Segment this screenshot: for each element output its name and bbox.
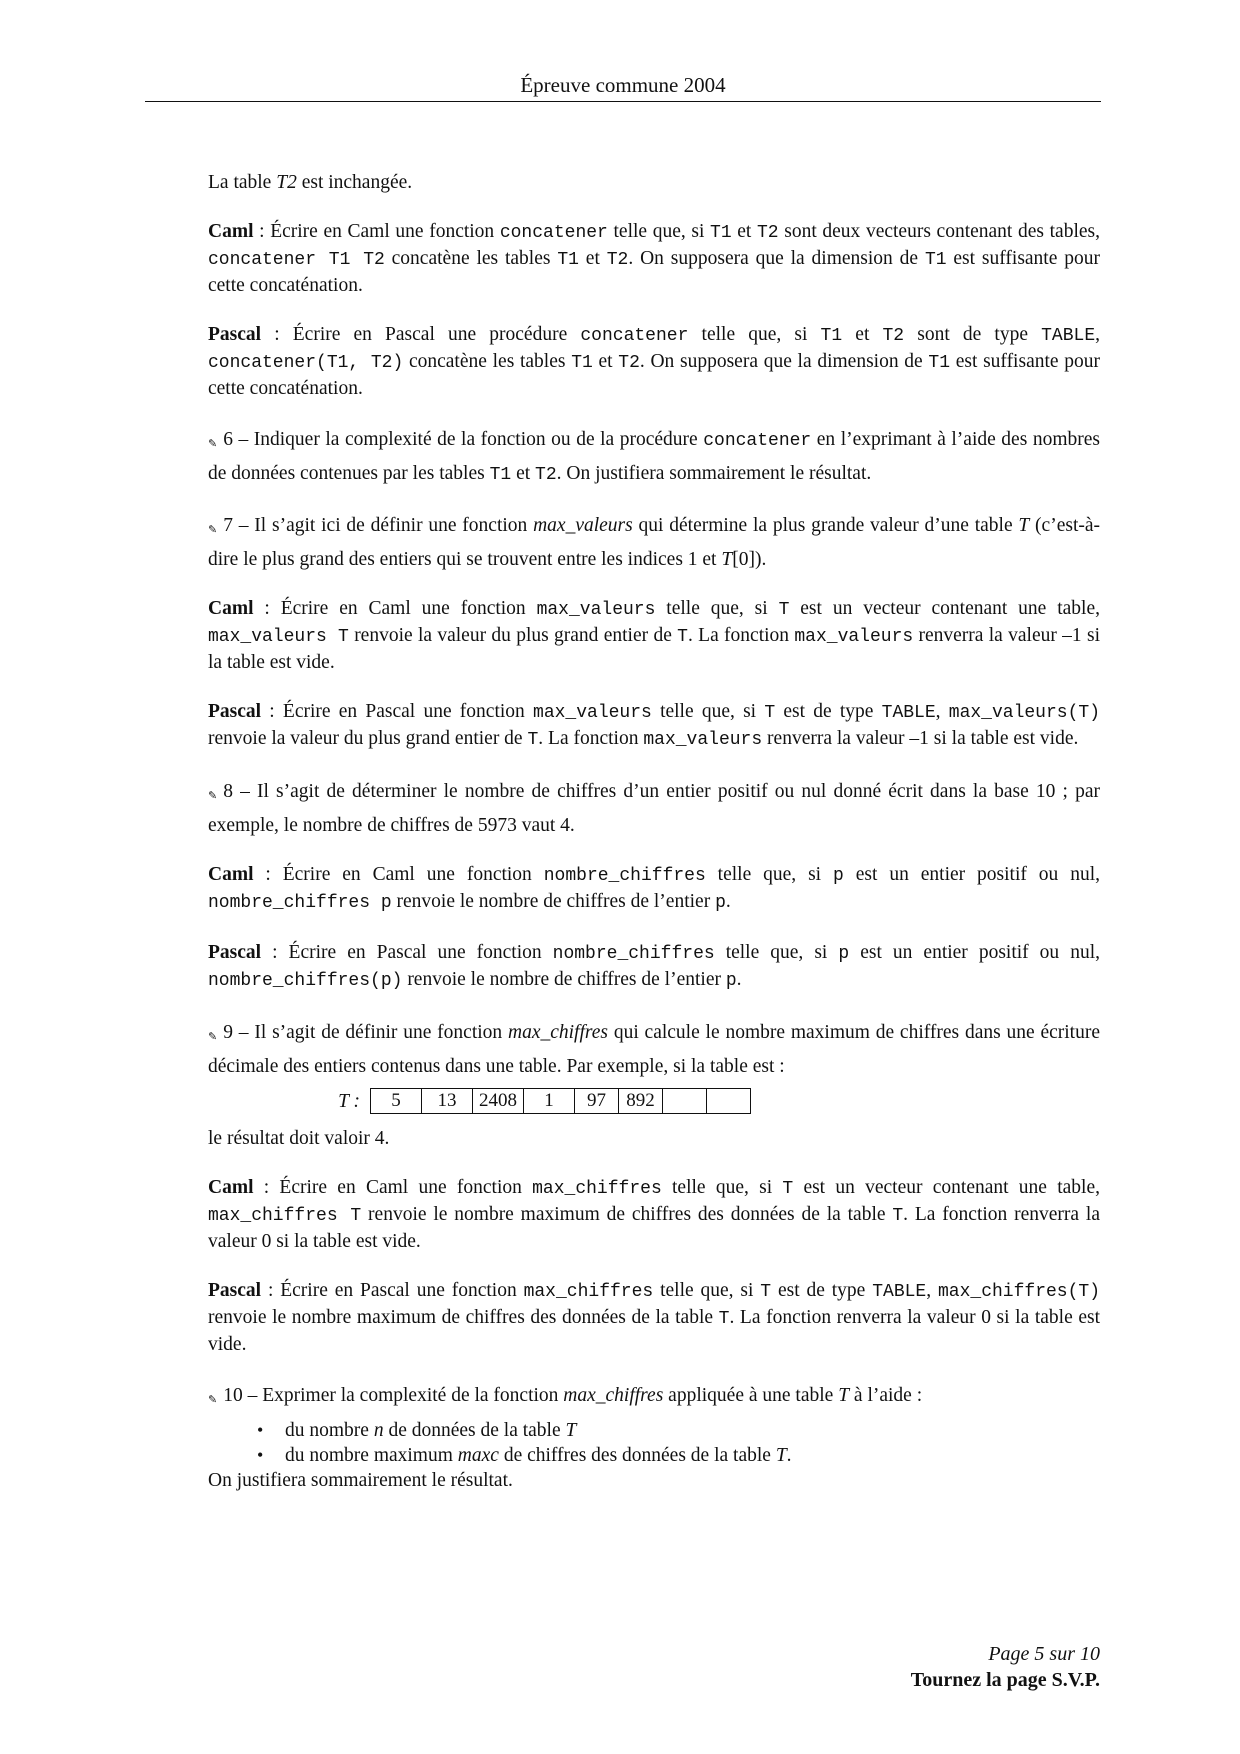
turn-page-notice: Tournez la page S.V.P. [910,1669,1100,1691]
table-cell: 13 [422,1089,473,1113]
question-10: ✎ 10 – Exprimer la complexité de la fonction max_chiffres appliquée à une table T à l’aide : [208,1385,923,1406]
question-8: ✎ 8 – Il s’agit de déterminer le nombre de chiffres d’un entier positif ou nul donné écrit dans la base 10 ; par exemple, le nombre de chiffres de 5973 vaut 4. [208,781,1100,836]
table-cell: 97 [575,1089,619,1113]
nombre-chiffres-caml-paragraph: Caml : Écrire en Caml une fonction nombre_chiffres telle que, si p est un entier positif ou nul, nombre_chiffres p renvoie le nombre de chiffres de l’entier p. [208,864,1100,913]
list-item: • du nombre n de données de la table T [208,1418,1100,1443]
result-paragraph: le résultat doit valoir 4. [208,1128,390,1149]
page-number: Page 5 sur 10 [988,1643,1100,1665]
list-item: • du nombre maximum maxc de chiffres des données de la table T. [208,1443,1100,1468]
table-cell: 5 [371,1089,422,1113]
question-9: ✎ 9 – Il s’agit de définir une fonction max_chiffres qui calcule le nombre maximum de chiffres dans une écriture décimale des entiers contenus dans une table. Par exemple, si la table est : [208,1022,1100,1077]
table-cell: 2408 [473,1089,524,1113]
intro-paragraph: La table T2 est inchangée. [208,172,413,193]
concat-caml-paragraph: Caml : Écrire en Caml une fonction concatener telle que, si T1 et T2 sont deux vecteurs contenant des tables, concatener T1 T2 concatène les tables T1 et T2. On supposera que la dimension de T1 est suffisante pour cette concaténation. [208,221,1100,296]
table-cell: 892 [619,1089,663,1113]
page-footer [911,1641,1100,1693]
table-cell [707,1089,750,1113]
conclusion-text: On justifiera sommairement le résultat. [208,1470,513,1491]
question-7: ✎ 7 – Il s’agit ici de définir une fonction max_valeurs qui détermine la plus grande valeur d’une table T (c’est-à-dire le plus grand des entiers qui se trouvent entre les indices 1 et T[0]). [208,515,1101,570]
pencil-icon: ✎ [208,1393,218,1406]
nombre-chiffres-pascal-paragraph: Pascal : Écrire en Pascal une fonction nombre_chiffres telle que, si p est un entier positif ou nul, nombre_chiffres(p) renvoie le nombre de chiffres de l’entier p. [208,942,1100,991]
concat-pascal-paragraph: Pascal : Écrire en Pascal une procédure concatener telle que, si T1 et T2 sont de type TABLE, concatener(T1, T2) concatène les tables T1 et T2. On supposera que la dimension de T1 est suffisante pour cette concaténation. [208,324,1101,399]
question-6: ✎ 6 – Indiquer la complexité de la fonction ou de la procédure concatener en l’exprimant à l’aide des nombres de données contenues par les tables T1 et T2. On justifiera sommairement le résultat. [208,429,1100,485]
example-table [370,1088,751,1114]
header-rule [145,101,1101,102]
max-chiffres-pascal-paragraph: Pascal : Écrire en Pascal une fonction max_chiffres telle que, si T est de type TABLE, max_chiffres(T) renvoie le nombre maximum de chiffres des données de la table T. La fonction renverra la valeur 0 si la table est vide. [208,1280,1101,1355]
example-table-row [208,1086,1100,1116]
pencil-icon: ✎ [208,523,218,536]
page-content [208,170,1100,1493]
page-header: Épreuve commune 2004 [520,73,726,97]
max-chiffres-caml-paragraph: Caml : Écrire en Caml une fonction max_chiffres telle que, si T est un vecteur contenant une table, max_chiffres T renvoie le nombre maximum de chiffres des données de la table T. La fonction renverra la valeur 0 si la table est vide. [208,1177,1100,1252]
pencil-icon: ✎ [208,1030,218,1043]
max-valeurs-pascal-paragraph: Pascal : Écrire en Pascal une fonction max_valeurs telle que, si T est de type TABLE, max_valeurs(T) renvoie la valeur du plus grand entier de T. La fonction max_valeurs renverra la valeur –1 si la table est vide. [208,701,1100,750]
max-valeurs-caml-paragraph: Caml : Écrire en Caml une fonction max_valeurs telle que, si T est un vecteur contenant une table, max_valeurs T renvoie la valeur du plus grand entier de T. La fonction max_valeurs renverra la valeur –1 si la table est vide. [208,598,1101,673]
pencil-icon: ✎ [208,437,218,450]
example-table-label: T : [338,1090,360,1112]
bullet-list [208,1418,1100,1468]
pencil-icon: ✎ [208,789,218,802]
table-cell: 1 [524,1089,575,1113]
table-cell [663,1089,707,1113]
